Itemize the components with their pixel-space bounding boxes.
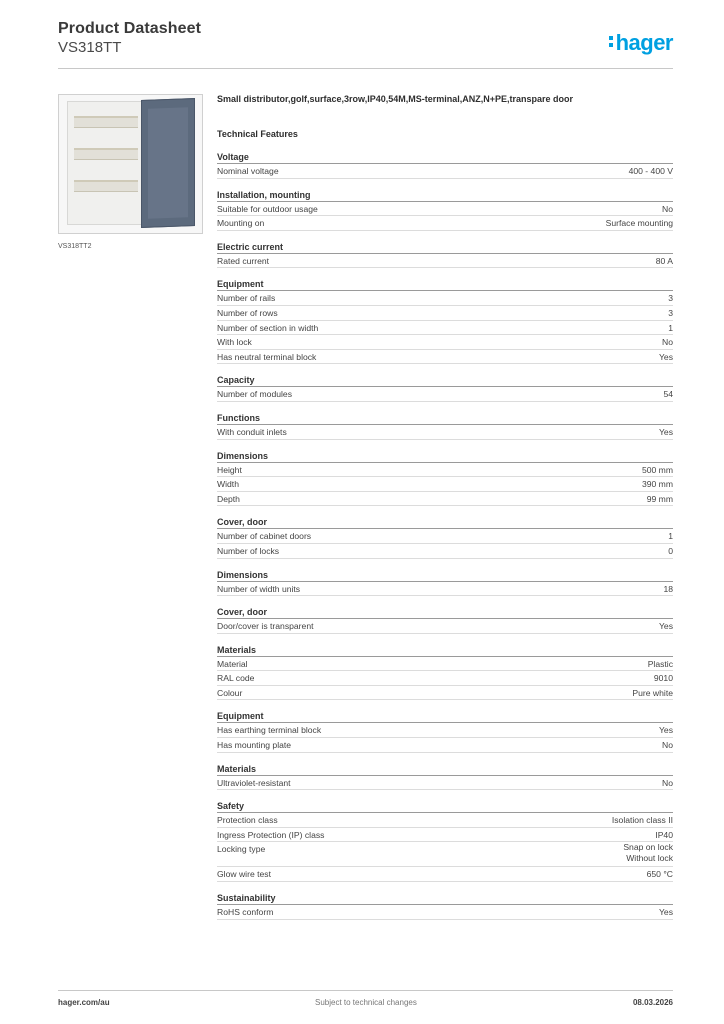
spec-row [217, 842, 673, 867]
spec-row [217, 254, 673, 269]
rail [74, 148, 138, 160]
footer-notice: Subject to technical changes [315, 998, 417, 1007]
spec-label: Colour [217, 687, 243, 698]
image-caption: VS318TT2 [58, 243, 92, 250]
spec-value: 99 mm [646, 493, 673, 504]
spec-label: Glow wire test [217, 869, 271, 880]
section-title: Sustainability [217, 893, 673, 905]
spec-value: IP40 [655, 829, 673, 840]
spec-value: Yes [658, 621, 673, 632]
section-title: Equipment [217, 711, 673, 723]
footer-divider [58, 990, 673, 991]
spec-section [217, 451, 673, 507]
transparent-door [141, 98, 195, 228]
spec-label: Has earthing terminal block [217, 725, 322, 736]
spec-row [217, 905, 673, 920]
spec-label: RAL code [217, 673, 255, 684]
spec-value: Yes [658, 725, 673, 736]
spec-value: Yes [658, 351, 673, 362]
spec-section [217, 645, 673, 701]
spec-label: Number of rails [217, 293, 276, 304]
spec-value [623, 842, 673, 866]
section-title: Capacity [217, 375, 673, 387]
spec-row [217, 686, 673, 701]
spec-section [217, 711, 673, 752]
cabinet-body [67, 101, 143, 225]
spec-label: Suitable for outdoor usage [217, 203, 318, 214]
spec-value: 0 [668, 545, 673, 556]
spec-value: No [662, 740, 673, 751]
spec-value: 3 [668, 307, 673, 318]
hager-logo [609, 30, 673, 56]
spec-value: 500 mm [641, 464, 673, 475]
product-image [58, 94, 203, 234]
section-title: Materials [217, 645, 673, 657]
spec-label: RoHS conform [217, 907, 274, 918]
spec-label: Nominal voltage [217, 166, 279, 176]
product-code: VS318TT [58, 39, 122, 56]
spec-label: Height [217, 464, 242, 475]
spec-label: Mounting on [217, 218, 265, 229]
rail [74, 116, 138, 128]
spec-row [217, 492, 673, 507]
spec-label: With lock [217, 337, 252, 348]
spec-label: Number of cabinet doors [217, 531, 312, 542]
product-description: Small distributor,golf,surface,3row,IP40,54M,MS-terminal,ANZ,N+PE,transpare door [217, 94, 574, 104]
spec-row [217, 477, 673, 492]
spec-row [217, 671, 673, 686]
spec-content [217, 94, 673, 920]
logo-text: hager [615, 30, 673, 55]
spec-value: 80 A [655, 255, 673, 266]
header-divider [58, 68, 673, 69]
spec-label: Has mounting plate [217, 740, 292, 751]
spec-row [217, 306, 673, 321]
spec-row [217, 813, 673, 828]
spec-label: Ultraviolet-resistant [217, 777, 291, 788]
spec-section [217, 279, 673, 364]
spec-value: 1 [668, 531, 673, 542]
logo-dots-icon [609, 36, 614, 50]
spec-section [217, 764, 673, 791]
spec-value: 400 - 400 V [628, 166, 673, 176]
spec-value: 9010 [653, 673, 673, 684]
spec-row [217, 425, 673, 440]
spec-row [217, 582, 673, 597]
spec-value: 390 mm [641, 479, 673, 490]
spec-label: With conduit inlets [217, 426, 287, 437]
spec-label: Number of locks [217, 545, 280, 556]
spec-section [217, 152, 673, 179]
spec-row [217, 291, 673, 306]
spec-label: Number of rows [217, 307, 278, 318]
spec-row [217, 776, 673, 791]
spec-value: No [662, 203, 673, 214]
spec-value: Plastic [647, 658, 673, 669]
spec-value: Isolation class II [611, 815, 673, 826]
section-title: Equipment [217, 279, 673, 291]
page-title: Product Datasheet [58, 20, 202, 37]
spec-value: No [662, 777, 673, 788]
spec-value-line: Without lock [626, 853, 673, 864]
page-header [58, 20, 673, 70]
spec-label: Width [217, 479, 239, 490]
spec-row [217, 867, 673, 882]
spec-section [217, 570, 673, 597]
spec-label: Number of section in width [217, 322, 319, 333]
spec-row [217, 350, 673, 365]
spec-row [217, 529, 673, 544]
section-title: Cover, door [217, 607, 673, 619]
spec-section [217, 413, 673, 440]
footer-website: hager.com/au [58, 998, 110, 1007]
section-title: Cover, door [217, 517, 673, 529]
spec-row [217, 828, 673, 843]
spec-value: Yes [658, 907, 673, 918]
spec-section [217, 190, 673, 231]
spec-row [217, 202, 673, 217]
section-title: Installation, mounting [217, 190, 673, 202]
spec-value: Surface mounting [605, 218, 673, 229]
spec-row [217, 387, 673, 402]
spec-label: Number of width units [217, 583, 301, 594]
spec-row [217, 216, 673, 231]
spec-value: Yes [658, 426, 673, 437]
section-title: Materials [217, 764, 673, 776]
spec-section [217, 242, 673, 269]
technical-features-heading: Technical Features [217, 129, 298, 139]
door-shade [148, 107, 188, 218]
spec-row [217, 619, 673, 634]
spec-row [217, 657, 673, 672]
spec-value-line: Snap on lock [623, 842, 673, 853]
spec-label: Depth [217, 493, 240, 504]
spec-row [217, 463, 673, 478]
spec-value: 54 [663, 389, 673, 400]
spec-value: 650 °C [646, 869, 673, 880]
spec-label: Door/cover is transparent [217, 621, 314, 632]
spec-label: Rated current [217, 255, 270, 266]
spec-value: 1 [668, 322, 673, 333]
footer-date: 08.03.2026 [632, 998, 673, 1007]
spec-label: Has neutral terminal block [217, 351, 317, 362]
spec-row [217, 738, 673, 753]
spec-section [217, 893, 673, 920]
section-title: Dimensions [217, 451, 673, 463]
spec-value: Pure white [632, 687, 673, 698]
spec-label: Number of modules [217, 389, 292, 400]
section-title: Functions [217, 413, 673, 425]
spec-section [217, 607, 673, 634]
section-title: Voltage [217, 152, 673, 164]
section-title: Dimensions [217, 570, 673, 582]
spec-row [217, 723, 673, 738]
spec-sections [217, 152, 673, 920]
spec-value: No [662, 337, 673, 348]
section-title: Electric current [217, 242, 673, 254]
section-title: Safety [217, 801, 673, 813]
spec-row [217, 335, 673, 350]
spec-section [217, 801, 673, 882]
spec-value: 3 [668, 293, 673, 304]
spec-row [217, 164, 673, 179]
spec-label: Protection class [217, 815, 278, 826]
spec-row [217, 321, 673, 336]
spec-label: Material [217, 658, 248, 669]
spec-section [217, 517, 673, 558]
spec-value: 18 [663, 583, 673, 594]
spec-section [217, 375, 673, 402]
spec-label: Locking type [217, 844, 266, 855]
spec-row [217, 544, 673, 559]
spec-label: Ingress Protection (IP) class [217, 829, 325, 840]
rail [74, 180, 138, 192]
